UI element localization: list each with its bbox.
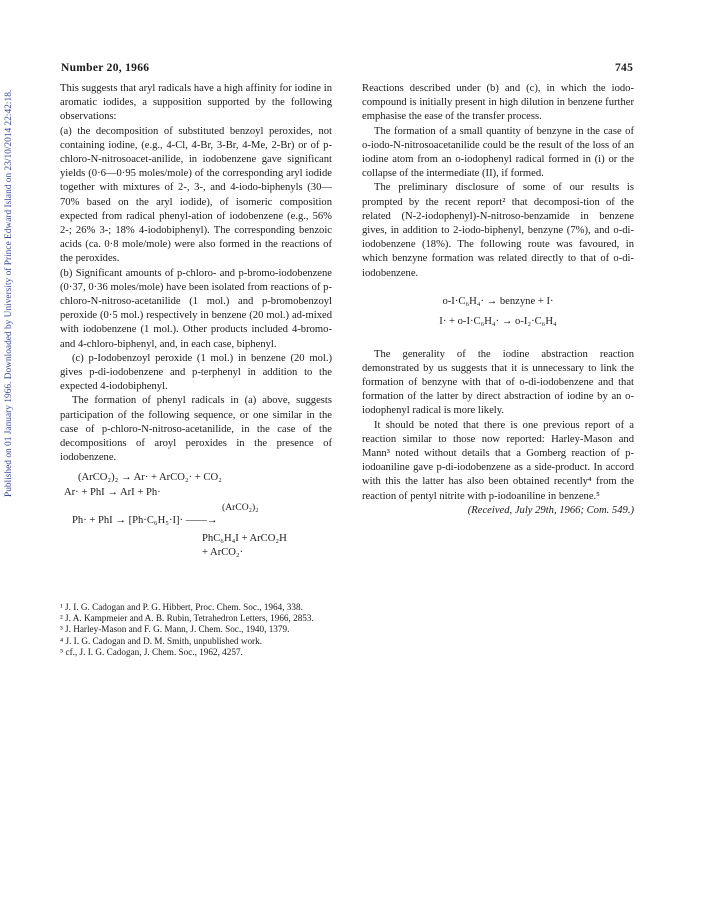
journal-issue-header: Number 20, 1966 [61, 62, 150, 74]
received-date: (Received, July 29th, 1966; Com. 549.) [467, 504, 634, 516]
reference-item: ³ J. Harley-Mason and F. G. Mann, J. Chem. Soc., 1940, 1379. [60, 624, 290, 635]
equation-label: (ArCO₂)₂ [222, 502, 259, 514]
paragraph: Reactions described under (b) and (c), in which the iodo-compound is initially present in high dilution in benzene further emphasise the ease of the transfer process. [362, 83, 634, 123]
paragraph: The preliminary disclosure of some of our results is prompted by the recent report² that decomposi-tion of the related (N-2-iodophenyl)-N-nitroso-benzamide in benzene gives, in addition to 2-iodo-biphenyl, benzyne (7%), and o-di-iodobenzene (18%). The following route was favoured, in which benzyne formation was related directly to that of o-di-iodobenzene. [362, 182, 634, 279]
reference-item: ¹ J. I. G. Cadogan and P. G. Hibbert, Proc. Chem. Soc., 1964, 338. [60, 602, 303, 612]
equation: o-I·C₆H₄· → benzyne + I· [442, 295, 554, 307]
paragraph: It should be noted that there is one previous report of a reaction similar to those now reported: Harley-Mason and Mann³ noted without details that a Gomberg reaction of p-iodoaniline gave p-di-iodobenzene as a side-product. In accord with this the latter has also been obtained recently⁴ from the reaction of pentyl nitrite with p-iodoaniline in benzene.⁵ [362, 419, 634, 502]
paragraph: The generality of the iodine abstraction reaction demonstrated by us suggests that it is unnecessary to link the formation of benzyne with that of o-di-iodobenzene and that formation of the latter by direct abstraction of iodine by an o-iodophenyl radical is more likely. [362, 348, 634, 417]
equation: PhC₆H₄I + ArCO₂H [202, 532, 287, 544]
paragraph: The formation of phenyl radicals in (a) above, suggests participation of the following sequence, or one similar in the case of p-chloro-N-nitroso-acetanilide, in the case of the decompositions of aroyl peroxides in the presence of iodobenzene. [60, 395, 332, 464]
paragraph: The formation of a small quantity of benzyne in the case of o-iodo-N-nitrosoacetanilide could be the result of the loss of an iodine atom from an o-iodophenyl radical formed in (i) or the collapse of the intermediate (II), if formed. [362, 125, 634, 180]
equation: Ph· + PhI → [Ph·C₆H₅·I]· ——→ [72, 515, 218, 527]
equation: (ArCO₂)₂ → Ar· + ArCO₂· + CO₂ [78, 472, 222, 484]
paragraph: (b) Significant amounts of p-chloro- and p-bromo-iodobenzene (0·37, 0·36 moles/mole) have been isolated from reactions of p-chloro-N-nitroso-acetanilide (1 mol.) and p-bromobenzoyl peroxide (0·5 mol.) respectively in benzene (20 mol.) ad-mixed with iodobenzene (1 mol.). Other products included 4-bromo- and 4-chloro-biphenyl, and, in each case, biphenyl. [60, 267, 332, 350]
reference-item: ⁴ J. I. G. Cadogan and D. M. Smith, unpublished work. [60, 635, 262, 646]
left-column [60, 82, 332, 561]
page-number: 745 [615, 62, 634, 74]
reference-item: ² J. A. Kampmeier and A. B. Rubin, Tetrahedron Letters, 1966, 2853. [60, 613, 314, 624]
paragraph: (c) p-Iodobenzoyl peroxide (1 mol.) in benzene (20 mol.) gives p-di-iodobenzene and p-terphenyl in addition to the expected 4-iodobiphenyl. [60, 352, 332, 393]
publication-watermark: Published on 01 January 1966. Downloaded by University of Prince Edward Island on 23/10/2014 22:42:18. [4, 89, 14, 497]
equation: + ArCO₂· [202, 547, 244, 559]
equation: I· + o-I·C₆H₄· → o-I₂·C₆H₄ [439, 316, 557, 328]
paragraph: (a) the decomposition of substituted benzoyl peroxides, not containing iodine, (e.g., 4-Cl, 4-Br, 3-Br, 4-Me, 2-Br) or of p-chloro-N-nitrosoacet-anilide, in iodobenzene gave significant yields (0·6—0·95 moles/mole) of the corresponding aryl iodide together with mixtures of 2-, 3-, and 4-iodo-biphenyls (30—70% based on the aryl iodide), of isomeric composition expected from radical phenyl-ation of iodobenzene (e.g., 56% 2-; 26% 3-; 18% 4-iodobiphenyl). The corresponding benzoic acids (ca. 0·8 mole/mole) were also formed in the reactions of the peroxides. [60, 125, 332, 265]
reference-item: ⁵ cf., J. I. G. Cadogan, J. Chem. Soc., 1962, 4257. [60, 646, 243, 657]
paragraph: This suggests that aryl radicals have a high affinity for iodine in aromatic iodides, a supposition supported by the following observations: [60, 83, 332, 123]
equation: Ar· + PhI → ArI + Ph· [64, 486, 161, 498]
references [60, 602, 440, 658]
right-column [362, 82, 634, 518]
